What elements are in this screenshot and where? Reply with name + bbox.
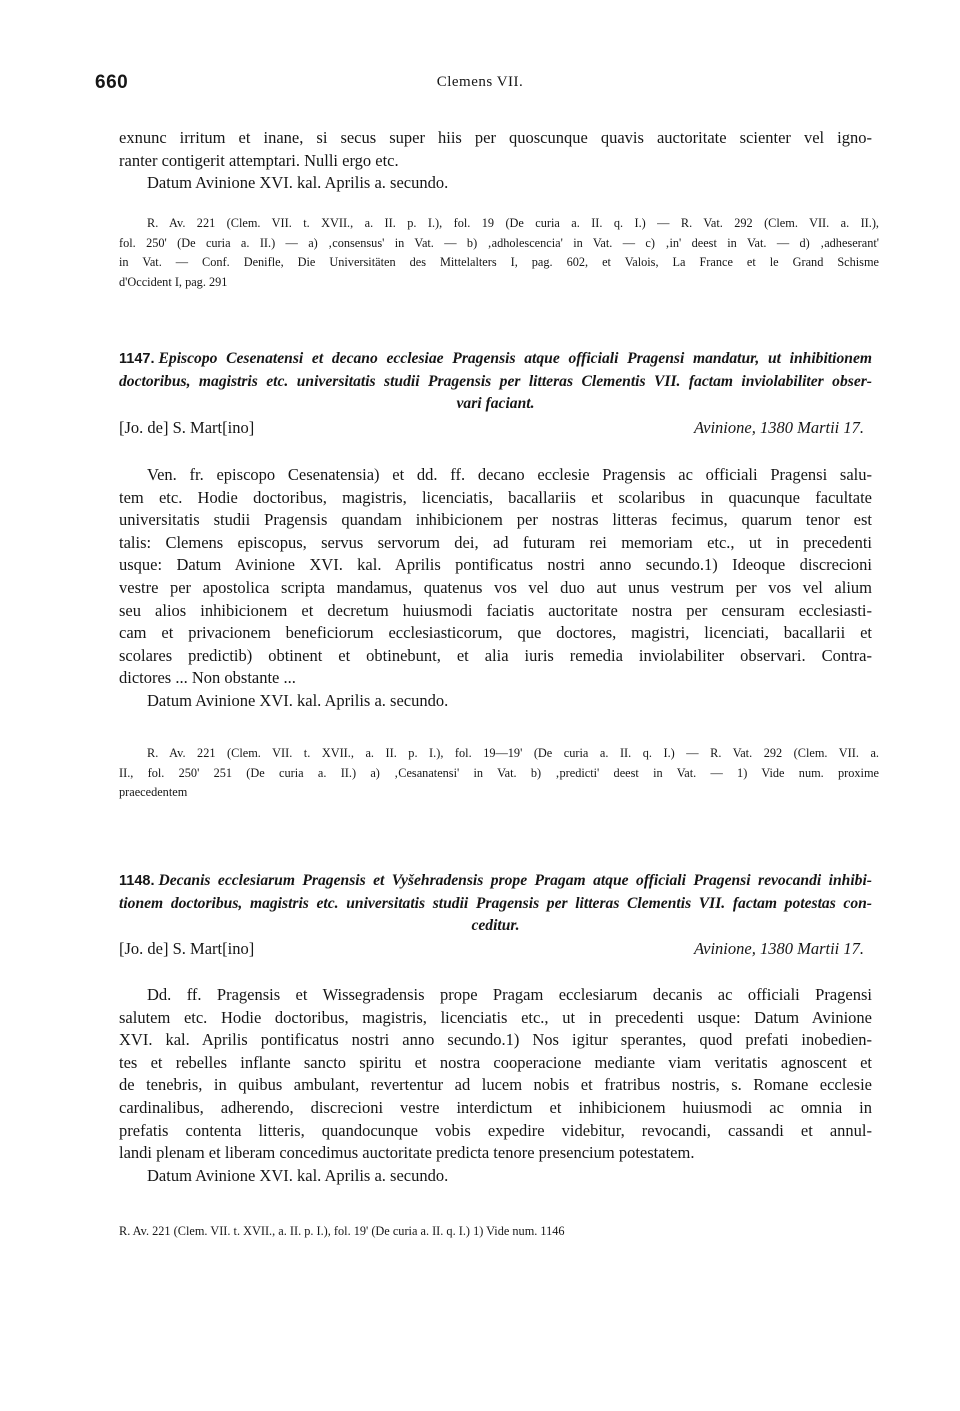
page-number: 660 bbox=[95, 72, 129, 93]
note-line: in Vat. — Conf. Denifle, Die Universitäten des Mittelalters I, pag. 602, et Valois, La France et le Grand Schisme bbox=[119, 255, 879, 270]
doc-number: 1148. bbox=[119, 873, 155, 889]
note-line: R. Av. 221 (Clem. VII. t. XVII., a. II. p. I.), fol. 19' (De curia a. II. q. I.) 1) Vide num. 1146 bbox=[119, 1224, 565, 1238]
text-line: de tenebris, in quibus ambulant, revertentur ad lucem nobis et fratribus nostris, s. Romane ecclesie bbox=[119, 1075, 872, 1095]
rubric-line: doctoribus, magistris etc. universitatis studii Pragensis per litteras Clementis VII. factam inviolabiliter obser- bbox=[119, 372, 872, 390]
running-title: Clemens VII. bbox=[436, 74, 524, 90]
text-line: dictores ... Non obstante ... bbox=[119, 668, 296, 688]
text-line: tem etc. Hodie doctoribus, magistris, licenciatis, bacallariis et scolaribus in quacunque facultate bbox=[119, 487, 872, 507]
text-line: universitatis studii Pragensis quandam inhibicionem per nostras litteras fecimus, quarum tenor est bbox=[119, 510, 872, 530]
doc-1148-notes bbox=[119, 1222, 879, 1242]
rubric-line: tionem doctoribus, magistris etc. universitatis studii Pragensis per litteras Clementis VII. factam potestas con- bbox=[119, 894, 872, 912]
text-line: usque: Datum Avinione XVI. kal. Aprilis pontificatus nostri anno secundo.1) Ideoque discrecioni bbox=[119, 555, 872, 575]
doc-1147-meta bbox=[119, 418, 864, 438]
doc-1148-rubric bbox=[119, 870, 872, 938]
text-line: XVI. kal. Aprilis pontificatus nostri anno secundo.1) Nos igitur sperantes, quod prefati inobedien- bbox=[119, 1030, 872, 1050]
rubric-line: vari faciant. bbox=[456, 395, 535, 413]
rubric-line: ceditur. bbox=[471, 917, 520, 935]
text-line: seu alios inhibicionem et decretum huiusmodi faciatis auctoritate nostra per censuram ecclesiasti- bbox=[119, 600, 872, 620]
carryover-text bbox=[119, 127, 872, 195]
datum-line: Datum Avinione XVI. kal. Aprilis a. secundo. bbox=[147, 1165, 449, 1185]
note-line: R. Av. 221 (Clem. VII. t. XVII., a. II. p. I.), fol. 19—19' (De curia a. II. q. I.) — R. Vat. 292 (Clem. VII. a. bbox=[147, 746, 879, 760]
text-line: cam et privacionem beneficiorum ecclesiasticorum, que doctores, magistri, licenciati, bacallarii et bbox=[119, 623, 872, 643]
text-line: prefatis contenta litteris, quandocunque vobis expedire videbitur, revocandi, cassandi et annul- bbox=[119, 1120, 872, 1140]
text-line: exnunc irritum et inane, si secus super hiis per quoscunque quavis auctoritate scienter vel igno- bbox=[119, 128, 872, 147]
doc-number: 1147. bbox=[119, 351, 155, 367]
signature: [Jo. de] S. Mart[ino] bbox=[119, 939, 255, 958]
text-line: tes et rebelles inflante sancto spiritu et nostra cooperacione mediante viam veritatis agnoscent et bbox=[119, 1052, 872, 1072]
note-line: d'Occident I, pag. 291 bbox=[119, 274, 228, 289]
text-line: cardinalibus, adherendo, discrecioni vestre interdictum et inhibicionem huiusmodi ac omnia in bbox=[119, 1097, 872, 1117]
signature: [Jo. de] S. Mart[ino] bbox=[119, 418, 255, 437]
carryover-notes bbox=[119, 214, 879, 292]
text-line: ranter contigerit attemptari. Nulli ergo etc. bbox=[119, 150, 399, 170]
text-line: Dd. ff. Pragensis et Wissegradensis prope Pragam ecclesiarum decanis ac officiali Pragensi bbox=[147, 985, 872, 1004]
text-line: scolares predictib) obtinent et obtinebunt, et alia iuris remedia inviolabiliter observari. Contra- bbox=[119, 645, 872, 665]
text-line: Ven. fr. episcopo Cesenatensia) et dd. ff. decano ecclesie Pragensis ac officiali Pragensi salu- bbox=[147, 465, 872, 484]
datum-line: Datum Avinione XVI. kal. Aprilis a. secundo. bbox=[147, 173, 449, 193]
doc-1147-notes bbox=[119, 744, 879, 803]
text-line: landi plenam et liberam concedimus auctoritate predicta tenore presencium potestatem. bbox=[119, 1143, 695, 1163]
doc-1148-text bbox=[119, 984, 872, 1187]
text-line: talis: Clemens episcopus, servus servorum dei, ad futuram rei memoriam etc., ut in precedenti bbox=[119, 532, 872, 552]
text-line: salutem etc. Hodie doctoribus, magistris, licenciatis etc., ut in precedenti usque: Datum Avinione bbox=[119, 1007, 872, 1027]
note-line: fol. 250' (De curia a. II.) — a) ‚consensus' in Vat. — b) ‚adholescencia' in Vat. — c) ‚in' deest in Vat. — d) ‚adheserant' bbox=[119, 235, 879, 250]
doc-1147-text bbox=[119, 464, 872, 713]
rubric-line: Episcopo Cesenatensi et decano ecclesiae Pragensis atque officiali Pragensi mandatur, ut inhibitionem bbox=[158, 350, 872, 367]
doc-1148-meta bbox=[119, 939, 864, 959]
text-line: vestre per apostolica scripta mandamus, quatenus vos vel duo aut unus vestrum per vos vel alium bbox=[119, 577, 872, 597]
rubric-line: Decanis ecclesiarum Pragensis et Vyšehradensis prope Pragam atque officiali Pragensi revocandi inhibi- bbox=[158, 872, 872, 889]
datum-line: Datum Avinione XVI. kal. Aprilis a. secundo. bbox=[147, 690, 449, 710]
note-line: praecedentem bbox=[119, 785, 188, 800]
note-line: II., fol. 250' 251 (De curia a. II.) a) ‚Cesanatensi' in Vat. b) ‚predicti' deest in Vat. — 1) Vide num. proxime bbox=[119, 765, 879, 780]
date: Avinione, 1380 Martii 17. bbox=[693, 939, 864, 958]
note-line: R. Av. 221 (Clem. VII. t. XVII., a. II. p. I.), fol. 19 (De curia a. II. q. I.) — R. Vat. 292 (Clem. VII. a. II.), bbox=[147, 216, 879, 230]
doc-1147-rubric bbox=[119, 348, 872, 416]
date: Avinione, 1380 Martii 17. bbox=[693, 418, 864, 437]
